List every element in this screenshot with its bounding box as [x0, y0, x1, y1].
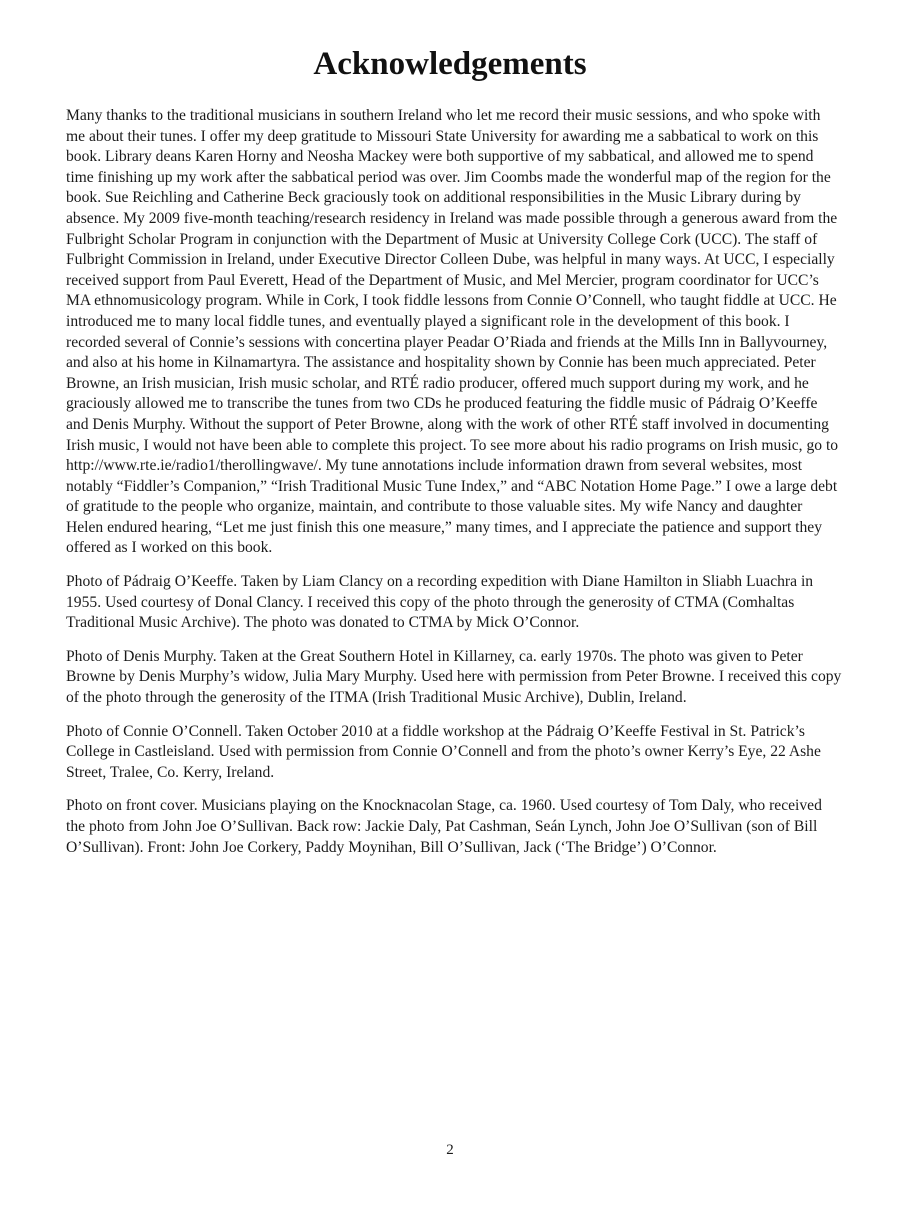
page-number: 2 — [446, 1142, 454, 1158]
paragraph-general-thanks: Many thanks to the traditional musicians in southern Ireland who let me record their music sessions, and who spoke with me about their tunes. I offer my deep gratitude to Missouri State University for awarding me a sabbatical to work on this book. Library deans Karen Horny and Neosha Mackey were both supportive of my sabbatical, and allowed me to spend time finishing up my work after the sabbatical period was over. Jim Coombs made the wonderful map of the region for the book. Sue Reichling and Catherine Beck graciously took on additional responsibilities in the Music Library during by absence. My 2009 five-month teaching/research residency in Ireland was made possible through a generous award from the Fulbright Scholar Program in conjunction with the Department of Music at University College Cork (UCC). The staff of Fulbright Commission in Ireland, under Executive Director Colleen Dube, was helpful in many ways. At UCC, I especially received support from Paul Everett, Head of the Department of Music, and Mel Mercier, program coordinator for UCC’s MA ethnomusicology program. While in Cork, I took fiddle lessons from Connie O’Connell, who taught fiddle at UCC. He introduced me to many local fiddle tunes, and eventually played a significant role in the development of this book. I recorded several of Connie’s sessions with concertina player Peadar O’Riada and friends at the Mills Inn in Ballyvourney, and also at his home in Kilnamartyra. The assistance and hospitality shown by Connie has been much appreciated. Peter Browne, an Irish musician, Irish music scholar, and RTÉ radio producer, offered much support during my work, and he graciously allowed me to transcribe the tunes from two CDs he produced featuring the fiddle music of Pádraig O’Keeffe and Denis Murphy. Without the support of Peter Browne, along with the work of other RTÉ staff involved in documenting Irish music, I would not have been able to complete this project. To see more about his radio programs on Irish music, go to http://www.rte.ie/radio1/therollingwave/. My tune annotations include information drawn from several websites, most notably “Fiddler’s Companion,” “Irish Traditional Music Tune Index,” and “ABC Notation Home Page.” I owe a large debt of gratitude to the people who organize, maintain, and contribute to those valuable sites. My wife Nancy and daughter Helen endured hearing, “Let me just finish this one measure,” many times, and I appreciate the patience and support they offered as I worked on this book. — [66, 107, 839, 557]
paragraph-photo-credit-front-cover: Photo on front cover. Musicians playing on the Knocknacolan Stage, ca. 1960. Used courtesy of Tom Daly, who received the photo from John Joe O’Sullivan. Back row: Jackie Daly, Pat Cashman, Seán Lynch, John Joe O’Sullivan (son of Bill O’Sullivan). Front: John Joe Corkery, Paddy Moynihan, Bill O’Sullivan, Jack (‘The Bridge’) O’Connor. — [66, 797, 822, 856]
page-title: Acknowledgements — [313, 46, 587, 82]
paragraph-photo-credit-denis-murphy: Photo of Denis Murphy. Taken at the Great Southern Hotel in Killarney, ca. early 1970s. The photo was given to Peter Browne by Denis Murphy’s widow, Julia Mary Murphy. Used here with permission from Peter Browne. I received this copy of the photo through the generosity of the ITMA (Irish Traditional Music Archive), Dublin, Ireland. — [66, 647, 842, 707]
acknowledgements-body — [66, 106, 842, 871]
paragraph-photo-credit-padraig-okeeffe: Photo of Pádraig O’Keeffe. Taken by Liam Clancy on a recording expedition with Diane Hamilton in Sliabh Luachra in 1955. Used courtesy of Donal Clancy. I received this copy of the photo through the generosity of CTMA (Comhaltas Traditional Music Archive). The photo was donated to CTMA by Mick O’Connor. — [66, 573, 814, 632]
paragraph-photo-credit-connie-oconnell: Photo of Connie O’Connell. Taken October 2010 at a fiddle workshop at the Pádraig O’Keeffe Festival in St. Patrick’s College in Castleisland. Used with permission from Connie O’Connell and from the photo’s owner Kerry’s Eye, 22 Ashe Street, Tralee, Co. Kerry, Ireland. — [66, 722, 821, 781]
